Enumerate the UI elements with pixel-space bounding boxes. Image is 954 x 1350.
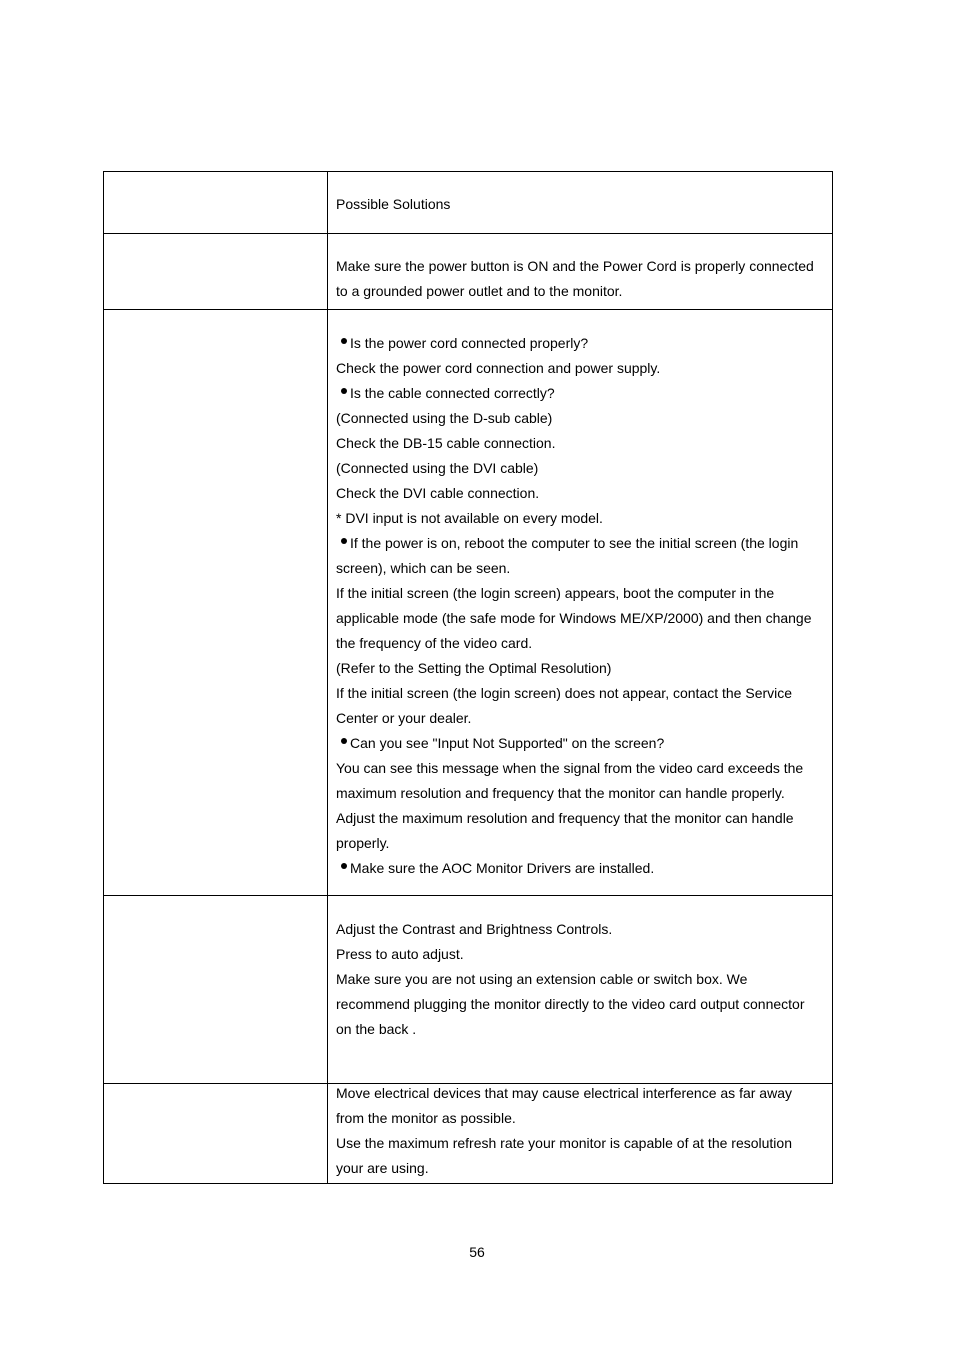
- bullet-item: [336, 331, 826, 356]
- table-row: [104, 310, 833, 896]
- text-line: [336, 1131, 826, 1156]
- bullet-item: [336, 856, 826, 881]
- solution-cell: [328, 896, 833, 1083]
- problem-cell: [104, 310, 328, 895]
- text-line: [336, 1017, 826, 1042]
- text-line: [336, 1106, 826, 1131]
- text-line: [336, 917, 826, 942]
- line-text: screen), which can be seen.: [336, 560, 511, 576]
- line-text: If the power is on, reboot the computer to see the initial screen (the login: [350, 535, 799, 551]
- line-text: Adjust the Contrast and Brightness Controls.: [336, 921, 613, 937]
- text-line: [336, 967, 826, 992]
- text-line: [336, 681, 826, 706]
- text-line: [336, 942, 826, 967]
- line-text: Center or your dealer.: [336, 710, 472, 726]
- table-header-row: [104, 172, 833, 234]
- line-text: the frequency of the video card.: [336, 635, 533, 651]
- line-text: * DVI input is not available on every model.: [336, 510, 603, 526]
- line-text: applicable mode (the safe mode for Windows ME/XP/2000) and then change: [336, 610, 812, 626]
- table-row: [104, 234, 833, 310]
- line-text: on the back .: [336, 1021, 417, 1037]
- solutions-header-label: Possible Solutions: [336, 196, 451, 212]
- bullet-icon: [341, 388, 347, 394]
- text-line: [336, 781, 826, 806]
- text-line: [336, 806, 826, 831]
- line-text: Make sure you are not using an extension cable or switch box. We: [336, 971, 748, 987]
- page-number: 56: [469, 1244, 485, 1260]
- text-line: [336, 706, 826, 731]
- bullet-icon: [341, 538, 347, 544]
- line-text: Check the power cord connection and power supply.: [336, 360, 661, 376]
- line-text: Adjust the maximum resolution and frequency that the monitor can handle: [336, 810, 794, 826]
- line-text: recommend plugging the monitor directly to the video card output connector: [336, 996, 805, 1012]
- text-line: [336, 254, 826, 279]
- line-text: Make sure the power button is ON and the Power Cord is properly connected: [336, 258, 814, 274]
- line-text: Make sure the AOC Monitor Drivers are installed.: [350, 860, 655, 876]
- problem-cell: [104, 234, 328, 309]
- line-text: Check the DB-15 cable connection.: [336, 435, 556, 451]
- bullet-icon: [341, 338, 347, 344]
- text-line: [336, 992, 826, 1017]
- text-line: [336, 279, 826, 304]
- text-line: [336, 506, 826, 531]
- bullet-item: [336, 731, 826, 756]
- problem-column-header: [104, 172, 328, 233]
- table-row: [104, 896, 833, 1084]
- bullet-icon: [341, 863, 347, 869]
- line-text: (Refer to the Setting the Optimal Resolution): [336, 660, 612, 676]
- text-line: [336, 606, 826, 631]
- line-text: Can you see "Input Not Supported" on the screen?: [350, 735, 665, 751]
- line-text: Is the cable connected correctly?: [350, 385, 555, 401]
- text-line: [336, 1081, 826, 1106]
- text-line: [336, 1156, 826, 1181]
- bullet-item: [336, 531, 826, 556]
- line-text: If the initial screen (the login screen) does not appear, contact the Service: [336, 685, 793, 701]
- text-line: [336, 631, 826, 656]
- line-text: from the monitor as possible.: [336, 1110, 516, 1126]
- problem-cell: [104, 1084, 328, 1183]
- troubleshooting-table: [103, 171, 833, 1184]
- solution-cell: [328, 234, 833, 309]
- solutions-column-header: [328, 172, 833, 233]
- line-text: properly.: [336, 835, 390, 851]
- table-row: [104, 1084, 833, 1184]
- line-text: your are using.: [336, 1160, 429, 1176]
- line-text: Use the maximum refresh rate your monitor is capable of at the resolution: [336, 1135, 792, 1151]
- text-line: [336, 356, 826, 381]
- line-text: (Connected using the DVI cable): [336, 460, 539, 476]
- solution-cell: [328, 1081, 833, 1183]
- line-text: Move electrical devices that may cause electrical interference as far away: [336, 1085, 792, 1101]
- problem-cell: [104, 896, 328, 1083]
- bullet-item: [336, 381, 826, 406]
- text-line: [336, 581, 826, 606]
- text-line: [336, 656, 826, 681]
- line-text: If the initial screen (the login screen) appears, boot the computer in the: [336, 585, 775, 601]
- line-text: (Connected using the D-sub cable): [336, 410, 553, 426]
- solution-cell: [328, 310, 833, 895]
- text-line: [336, 431, 826, 456]
- text-line: [336, 831, 826, 856]
- text-line: [336, 456, 826, 481]
- line-text: Press to auto adjust.: [336, 946, 464, 962]
- line-text: Is the power cord connected properly?: [350, 335, 589, 351]
- text-line: [336, 406, 826, 431]
- line-text: to a grounded power outlet and to the monitor.: [336, 283, 623, 299]
- line-text: maximum resolution and frequency that the monitor can handle properly.: [336, 785, 785, 801]
- text-line: [336, 756, 826, 781]
- line-text: You can see this message when the signal from the video card exceeds the: [336, 760, 804, 776]
- text-line: [336, 481, 826, 506]
- text-line: [336, 556, 826, 581]
- line-text: Check the DVI cable connection.: [336, 485, 540, 501]
- bullet-icon: [341, 738, 347, 744]
